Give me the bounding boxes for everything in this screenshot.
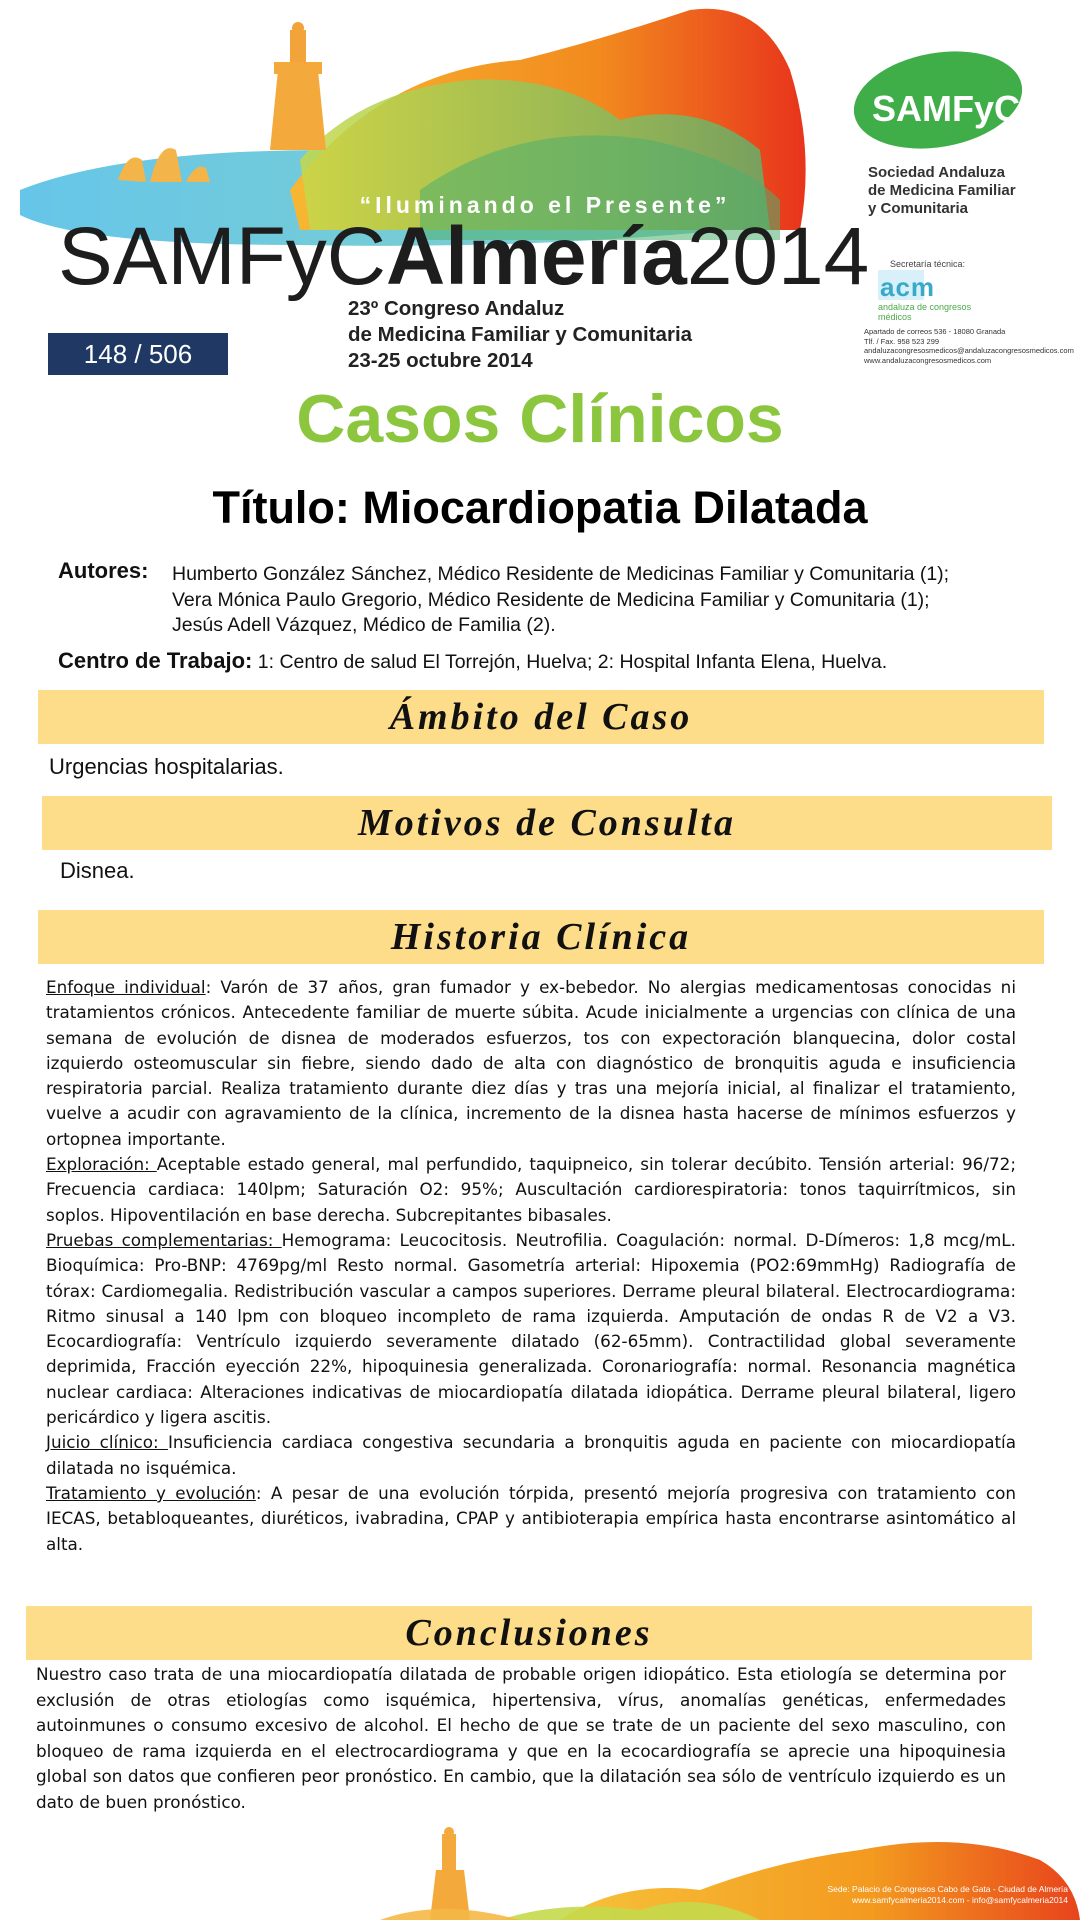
org-name-line-1: Sociedad Andaluza	[868, 164, 1005, 181]
section-header-motivos: Motivos de Consulta	[42, 796, 1052, 850]
document-title: Título: Miocardiopatia Dilatada	[212, 482, 868, 533]
congress-dates: 23-25 octubre 2014	[348, 349, 533, 372]
author-entry: Jesús Adell Vázquez, Médico de Familia (2).	[172, 614, 556, 636]
brand-samfyc: SAMFyC	[58, 211, 386, 302]
section-header-conclusiones: Conclusiones	[26, 1606, 1032, 1660]
congress-slogan: “Iluminando el Presente”	[359, 192, 731, 218]
section-header-historia: Historia Clínica	[38, 910, 1044, 964]
congress-info	[348, 296, 692, 374]
motivos-text: Disnea.	[60, 858, 135, 883]
section-header-ambito: Ámbito del Caso	[38, 690, 1044, 744]
congress-line-2: de Medicina Familiar y Comunitaria	[348, 323, 693, 346]
org-name-line-3: y Comunitaria	[868, 200, 969, 217]
ambito-text: Urgencias hospitalarias.	[49, 754, 284, 779]
historia-label: Juicio clínico:	[46, 1432, 168, 1453]
historia-text: Aceptable estado general, mal perfundido, taquipneico, sin tolerar decúbito. Tensión arterial: 96/72; Frecuencia cardiaca: 140lpm; Saturación O2: 95%; Auscultación cardiorespiratoria: tonos taquirrítmicos, sin soplos. Hipoventilación en base derecha. Subcrepitantes bibasales.	[46, 1154, 1016, 1225]
historia-label: Tratamiento y evolución	[46, 1482, 256, 1503]
acm-subtitle: andaluza de congresos médicos	[878, 302, 972, 322]
samfyc-logo-text: SAMFyC	[872, 88, 1021, 129]
address-line: www.andaluzacongresosmedicos.com	[864, 355, 992, 365]
historia-text: Hemograma: Leucocitosis. Neutrofilia. Coagulación: normal. D-Dímeros: 1,8 mcg/mL. Bioquímica: Pro-BNP: 4769pg/ml Resto normal. Gasometría arterial: Hipoxemia (PO2:69mmHg) Radiografía de tórax: Cardiomegalia. Redistribución vascular a campos superiores. Derrame pleural bilateral. Electrocardiograma: Ritmo sinusal a 140 lpm con bloqueo incompleto de rama izquierda. Amputación de ondas R de V2 a V3. Ecocardiografía: Ventrículo izquierdo severamente dilatado (62-65mm). Contractilidad global severamente deprimida, Fracción eyección 22%, hipoquinesia generalizada. Coronariografía: normal. Resonancia magnética nuclear cardiaca: Alteraciones indicativas de miocardiopatía dilatada idiopática. Derrame pleural bilateral, ligero pericárdico y ligera ascitis.	[46, 1229, 1016, 1428]
secretaria-address	[864, 327, 1080, 365]
historia-text: : Varón de 37 años, gran fumador y ex-bebedor. No alergias medicamentosas conocidas ni tratamientos crónicos. Antecedente familiar de muerte súbita. Acude inicialmente a urgencias con clínica de una semana de evolución de disnea de moderados esfuerzos, tos con expectoración blanquecina, dolor costal izquierdo osteomuscular sin fiebre, siendo dado de alta con diagnóstico de bronquitis aguda e insuficiencia respiratoria parcial. Realiza tratamiento durante diez días y tras una mejoría inicial, al finalizar el tratamiento, vuelve a acudir con agravamiento de la clínica, incremento de la disnea hasta hacerse de mínimos esfuerzos y ortopnea importante.	[46, 977, 1016, 1149]
brand-almeria: Almería	[386, 211, 687, 302]
congress-line-1: 23º Congreso Andaluz	[348, 297, 565, 320]
historia-paragraph	[46, 1228, 1016, 1430]
conclusiones-text: Nuestro caso trata de una miocardiopatía dilatada de probable origen idiopático. Esta etiología se determina por exclusión de otras etiologías como isquémica, hipertensiva, vírus, anomalías genéticas, enfermedades autoinmunes o consumo excesivo de alcohol. El hecho de que se trate de un paciente del sexo masculino, con bloqueo de rama izquierda en el electrocardiograma y que en la ecocardiografía se aprecie una hipoquinesia global son datos que confieren peor pronóstico. En cambio, que la dilatación sea sólo de ventrículo izquierdo es un dato de buen pronóstico.	[36, 1664, 1006, 1812]
author-entry: Vera Mónica Paulo Gregorio, Médico Residente de Medicina Familiar y Comunitaria (1);	[172, 588, 930, 611]
author-entry: Humberto González Sánchez, Médico Residente de Medicinas Familiar y Comunitaria (1);	[172, 563, 950, 585]
workplace-text: 1: Centro de salud El Torrejón, Huelva; 2: Hospital Infanta Elena, Huelva.	[257, 651, 888, 673]
workplace-label: Centro de Trabajo:	[58, 648, 253, 673]
org-name-line-2: de Medicina Familiar	[868, 182, 1016, 199]
historia-text: Insuficiencia cardiaca congestiva secundaria a bronquitis aguda en paciente con miocardiopatía dilatada no isquémica.	[46, 1432, 1017, 1478]
historia-paragraph	[46, 1430, 1016, 1481]
acm-logo: acm	[880, 272, 936, 302]
page-counter-badge: 148 / 506	[48, 333, 228, 375]
historia-paragraph	[46, 1152, 1016, 1228]
historia-label: Exploración:	[46, 1154, 157, 1175]
congress-brand	[58, 212, 869, 302]
organization-name	[868, 164, 1016, 218]
historia-label: Pruebas complementarias:	[46, 1229, 282, 1250]
footer-info	[700, 1884, 1068, 1906]
address-line: Apartado de correos 536 - 18080 Granada	[864, 327, 1006, 336]
historia-paragraph	[46, 1481, 1016, 1557]
document-heading: Casos Clínicos	[296, 381, 784, 457]
address-line: andaluzacongresosmedicos@andaluzacongresosmedicos.com	[864, 346, 1074, 355]
historia-paragraph	[46, 975, 1016, 1152]
brand-year: 2014	[686, 211, 870, 302]
authors-list	[172, 562, 1034, 639]
address-line: Tlf. / Fax. 958 523 299	[864, 336, 940, 346]
workplace	[58, 648, 887, 674]
footer-line-1: Sede: Palacio de Congresos Cabo de Gata - Ciudad de Almería	[827, 1884, 1068, 1894]
historia-label: Enfoque individual	[46, 977, 206, 997]
footer-line-2: www.samfycalmeria2014.com - info@samfycalmeria2014	[851, 1895, 1068, 1905]
secretaria-label: Secretaría técnica:	[890, 259, 966, 269]
historia-text: : A pesar de una evolución tórpida, presentó mejoría progresiva con tratamiento con IECAS, betabloqueantes, diuréticos, ivabradina, CPAP y antibioterapia empírica hasta encontrarse asintomático al alta.	[46, 1482, 1016, 1554]
authors-label: Autores:	[58, 558, 149, 583]
historia-clinica-body	[46, 975, 1016, 1557]
